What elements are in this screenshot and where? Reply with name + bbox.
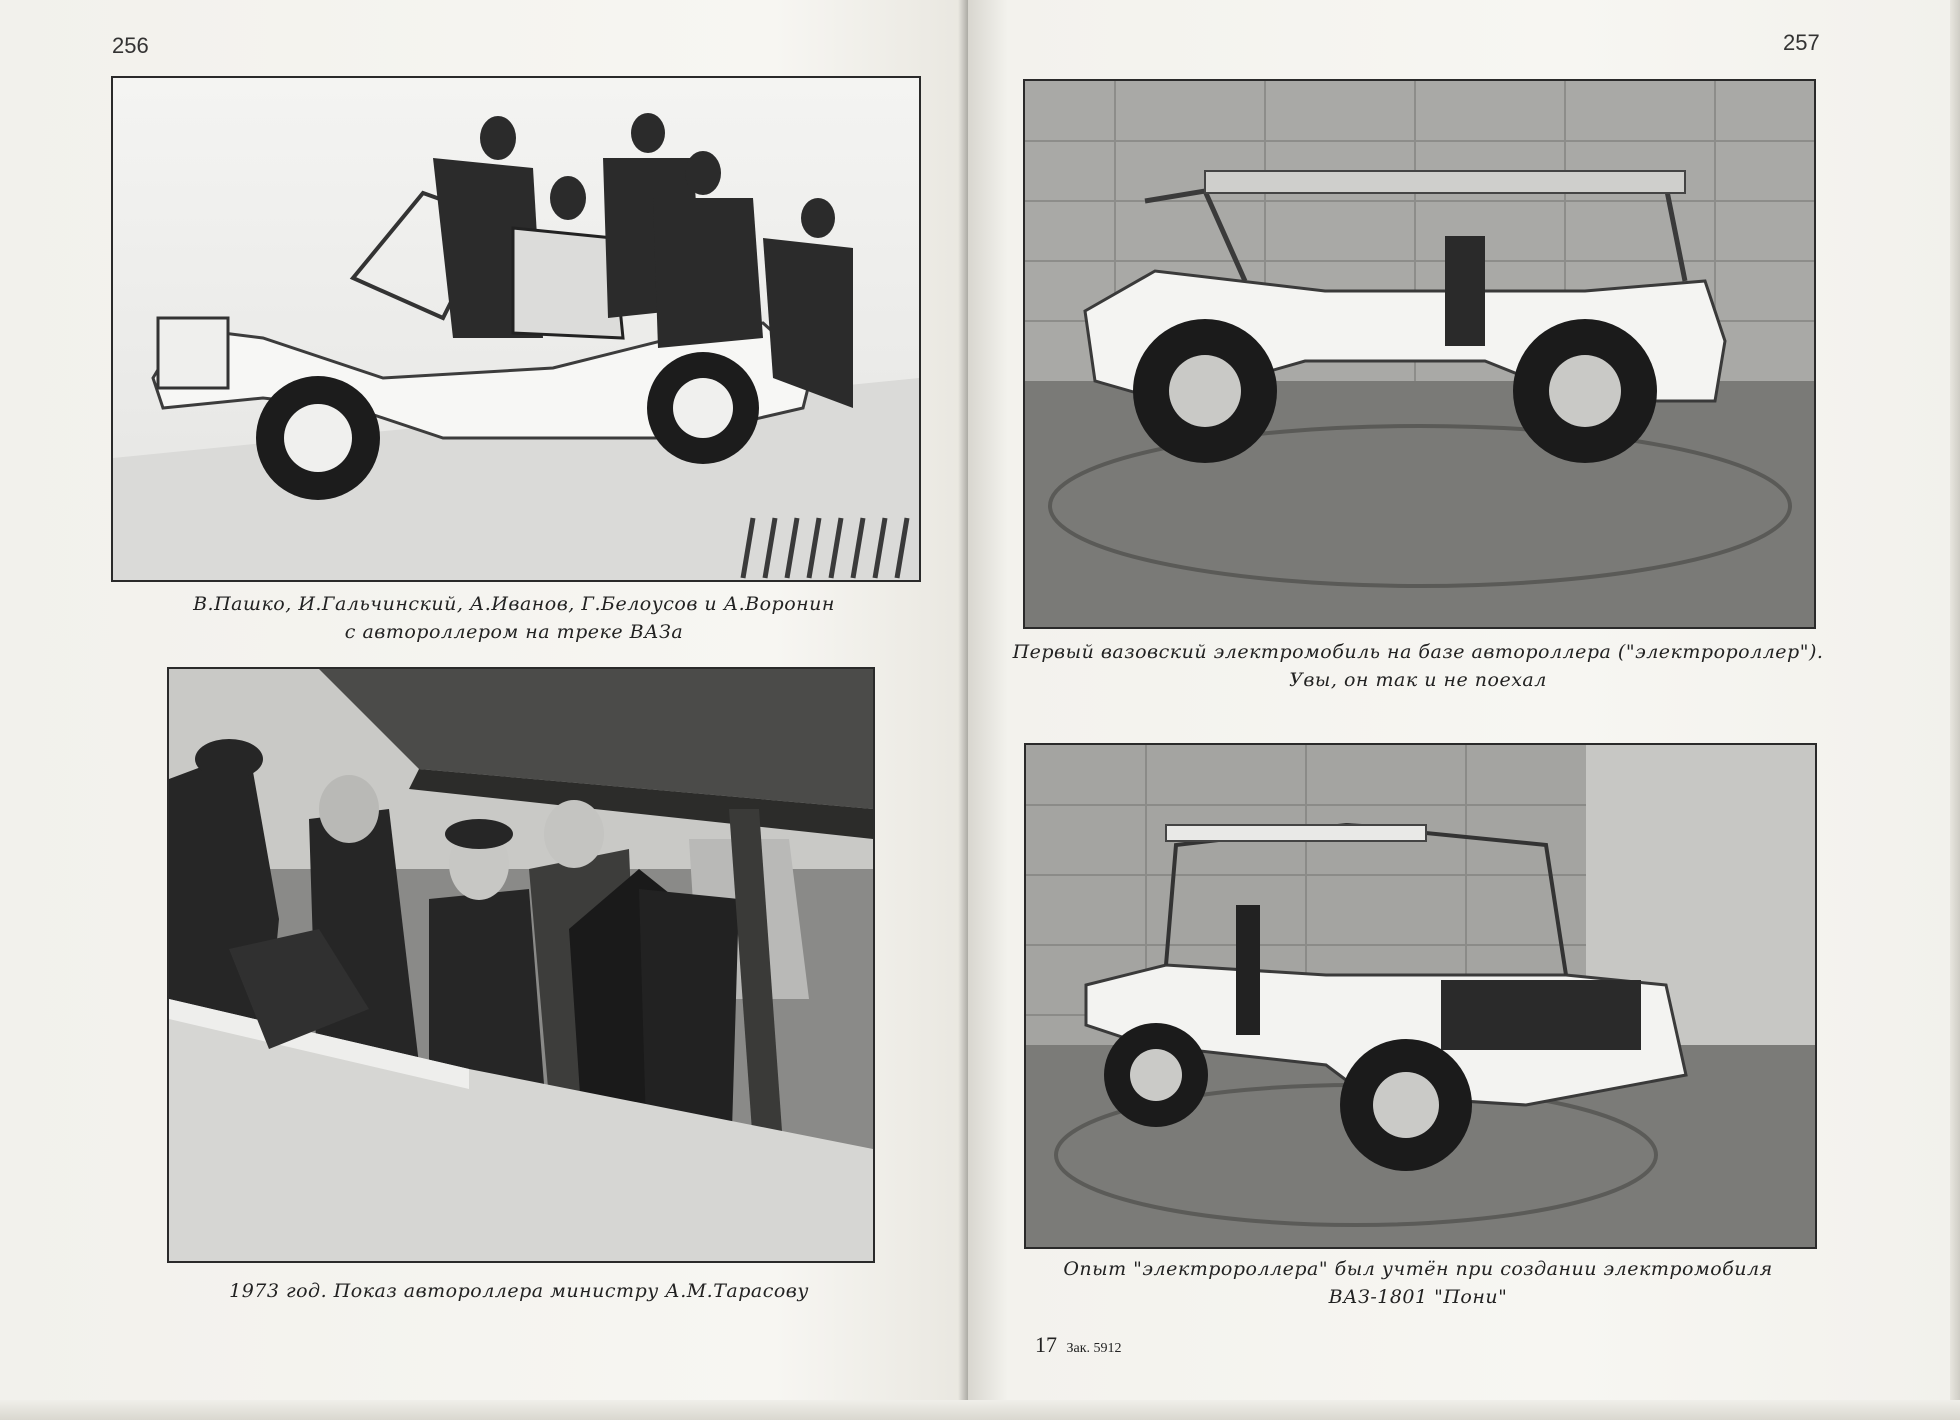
page-edge <box>1950 0 1960 1420</box>
photo-group-with-autoroller <box>111 76 921 582</box>
photo-minister-viewing-autoroller <box>167 667 875 1263</box>
left-page-number: 256 <box>112 33 149 58</box>
left-page <box>0 0 968 1420</box>
caption-photo-4-line-1: Опыт "электророллера" был учтён при создании электромобиля <box>1063 1258 1773 1280</box>
caption-photo-4-line-2: ВАЗ-1801 "Пони" <box>1328 1286 1508 1308</box>
right-page-number: 257 <box>1783 30 1820 55</box>
caption-photo-3-line-1: Первый вазовский электромобиль на базе автороллера ("электророллер"). <box>1012 641 1824 663</box>
caption-photo-2-line-1: 1973 год. Показ автороллера министру А.М.Тарасову <box>229 1280 809 1302</box>
caption-photo-4 <box>998 1255 1838 1311</box>
caption-photo-3 <box>998 638 1838 694</box>
right-page <box>968 0 1960 1420</box>
print-order-footer <box>1035 1332 1122 1358</box>
caption-photo-1-line-1: В.Пашко, И.Гальчинский, А.Иванов, Г.Белоусов и А.Воронин <box>193 593 835 615</box>
photo-vaz-1801-pony <box>1024 743 1817 1249</box>
photo-electroroller <box>1023 79 1816 629</box>
caption-photo-2 <box>167 1277 871 1305</box>
book-bottom-edge <box>0 1400 1960 1420</box>
caption-photo-1 <box>111 590 917 646</box>
caption-photo-3-line-2: Увы, он так и не поехал <box>1289 669 1547 691</box>
signature-number: 17 <box>1035 1332 1057 1357</box>
order-note: Зак. 5912 <box>1066 1341 1122 1356</box>
caption-photo-1-line-2: с автороллером на треке ВАЗа <box>344 621 684 643</box>
